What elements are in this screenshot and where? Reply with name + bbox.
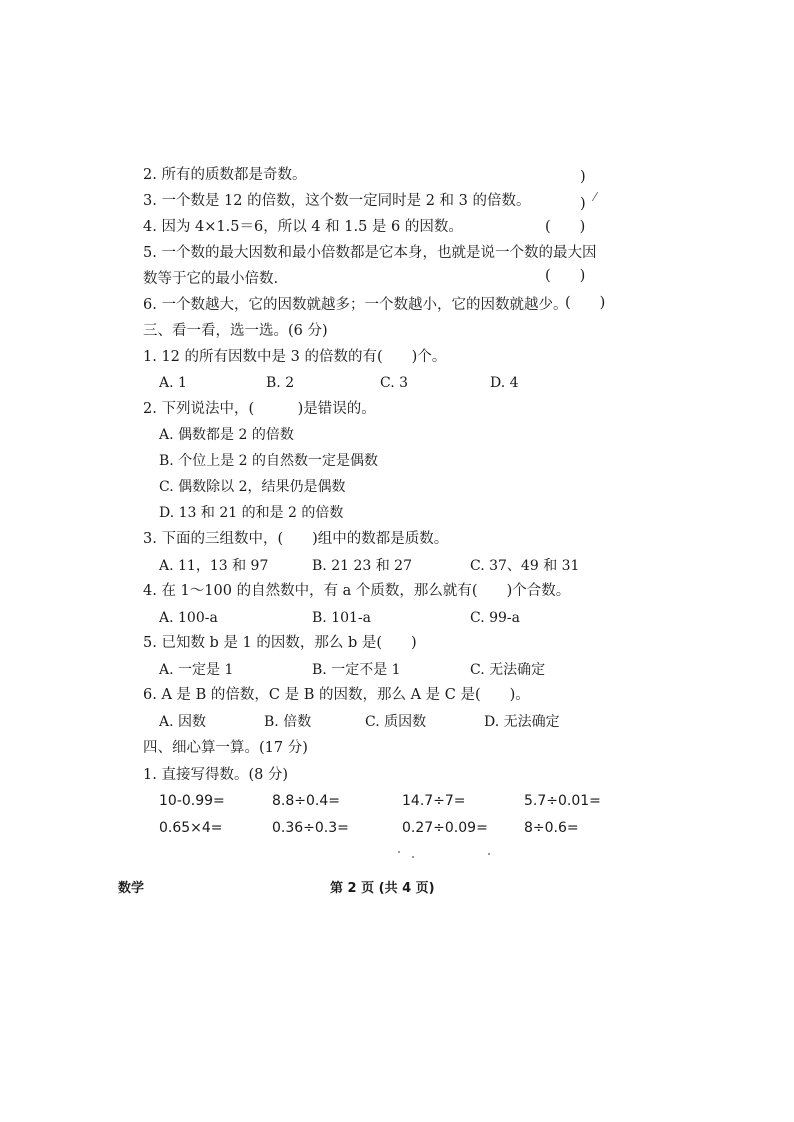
- choice-q1-option-d[interactable]: D. 4: [490, 375, 519, 391]
- scan-speck: [412, 856, 414, 858]
- choice-q2-option-d[interactable]: D. 13 和 21 的和是 2 的倍数: [159, 505, 344, 521]
- choice-q4-option-a[interactable]: A. 100-a: [159, 610, 218, 626]
- calc-r2-c2[interactable]: 0.36÷0.3=: [272, 820, 349, 836]
- judge-item-5: 5. 一个数的最大因数和最小倍数都是它本身，也就是说一个数的最大因: [143, 245, 597, 261]
- answer-paren-4[interactable]: ( ): [545, 219, 586, 235]
- footer-subject: 数学: [118, 881, 145, 896]
- judge-item-5-cont: 数等于它的最小倍数.: [143, 271, 279, 287]
- choice-q5-option-a[interactable]: A. 一定是 1: [159, 662, 234, 678]
- scan-speck: [488, 853, 490, 855]
- calc-r2-c4[interactable]: 8÷0.6=: [524, 820, 579, 836]
- answer-paren-6[interactable]: ( ): [565, 295, 606, 311]
- answer-paren-5[interactable]: ( ): [545, 268, 586, 284]
- choice-q2: 2. 下列说法中，( )是错误的。: [143, 401, 376, 417]
- judge-item-6: 6. 一个数越大，它的因数就越多；一个数越小，它的因数就越少。: [143, 297, 568, 313]
- section-3-title: 三、看一看，选一选。(6 分): [143, 323, 328, 339]
- choice-q6: 6. A 是 B 的倍数，C 是 B 的因数，那么 A 是 C 是( )。: [143, 687, 530, 703]
- choice-q5-option-c[interactable]: C. 无法确定: [470, 662, 546, 678]
- choice-q1-option-a[interactable]: A. 1: [159, 375, 187, 391]
- choice-q5-option-b[interactable]: B. 一定不是 1: [312, 662, 401, 678]
- choice-q5: 5. 已知数 b 是 1 的因数，那么 b 是( ): [143, 635, 417, 651]
- calc-r2-c3[interactable]: 0.27÷0.09=: [402, 820, 488, 836]
- calc-r1-c4[interactable]: 5.7÷0.01=: [524, 793, 601, 809]
- choice-q3-option-b[interactable]: B. 21 23 和 27: [312, 558, 412, 574]
- choice-q4: 4. 在 1～100 的自然数中，有 a 个质数，那么就有( )个合数。: [143, 583, 571, 599]
- choice-q6-option-b[interactable]: B. 倍数: [264, 714, 312, 730]
- calc-r1-c2[interactable]: 8.8÷0.4=: [272, 793, 340, 809]
- footer-page-number: 第 2 页 (共 4 页): [330, 881, 435, 896]
- calc-r1-c1[interactable]: 10-0.99=: [159, 793, 225, 809]
- answer-paren-2[interactable]: ): [580, 169, 586, 185]
- choice-q3-option-a[interactable]: A. 11，13 和 97: [159, 558, 269, 574]
- calc-r1-c3[interactable]: 14.7÷7=: [402, 793, 466, 809]
- judge-item-3: 3. 一个数是 12 的倍数，这个数一定同时是 2 和 3 的倍数。: [143, 193, 531, 209]
- calc-r2-c1[interactable]: 0.65×4=: [159, 820, 223, 836]
- choice-q6-option-c[interactable]: C. 质因数: [365, 714, 427, 730]
- choice-q2-option-c[interactable]: C. 偶数除以 2，结果仍是偶数: [159, 479, 346, 495]
- choice-q1-option-c[interactable]: C. 3: [380, 375, 409, 391]
- pen-mark: ⁄: [594, 190, 597, 204]
- choice-q3: 3. 下面的三组数中，( )组中的数都是质数。: [143, 531, 449, 547]
- section-4-title: 四、细心算一算。(17 分): [143, 740, 308, 756]
- choice-q6-option-d[interactable]: D. 无法确定: [484, 714, 560, 730]
- choice-q3-option-c[interactable]: C. 37、49 和 31: [470, 558, 580, 574]
- choice-q1: 1. 12 的所有因数中是 3 的倍数的有( )个。: [143, 349, 447, 365]
- judge-item-4: 4. 因为 4×1.5＝6，所以 4 和 1.5 是 6 的因数。: [143, 219, 463, 235]
- answer-paren-3[interactable]: ): [580, 196, 586, 212]
- choice-q1-option-b[interactable]: B. 2: [266, 375, 295, 391]
- judge-item-2: 2. 所有的质数都是奇数。: [143, 167, 307, 183]
- choice-q4-option-b[interactable]: B. 101-a: [312, 610, 371, 626]
- scan-speck: [398, 851, 400, 853]
- choice-q2-option-a[interactable]: A. 偶数都是 2 的倍数: [159, 427, 294, 443]
- choice-q6-option-a[interactable]: A. 因数: [159, 714, 207, 730]
- choice-q2-option-b[interactable]: B. 个位上是 2 的自然数一定是偶数: [159, 453, 378, 469]
- choice-q4-option-c[interactable]: C. 99-a: [470, 610, 521, 626]
- section-4-sub1: 1. 直接写得数。(8 分): [143, 767, 289, 783]
